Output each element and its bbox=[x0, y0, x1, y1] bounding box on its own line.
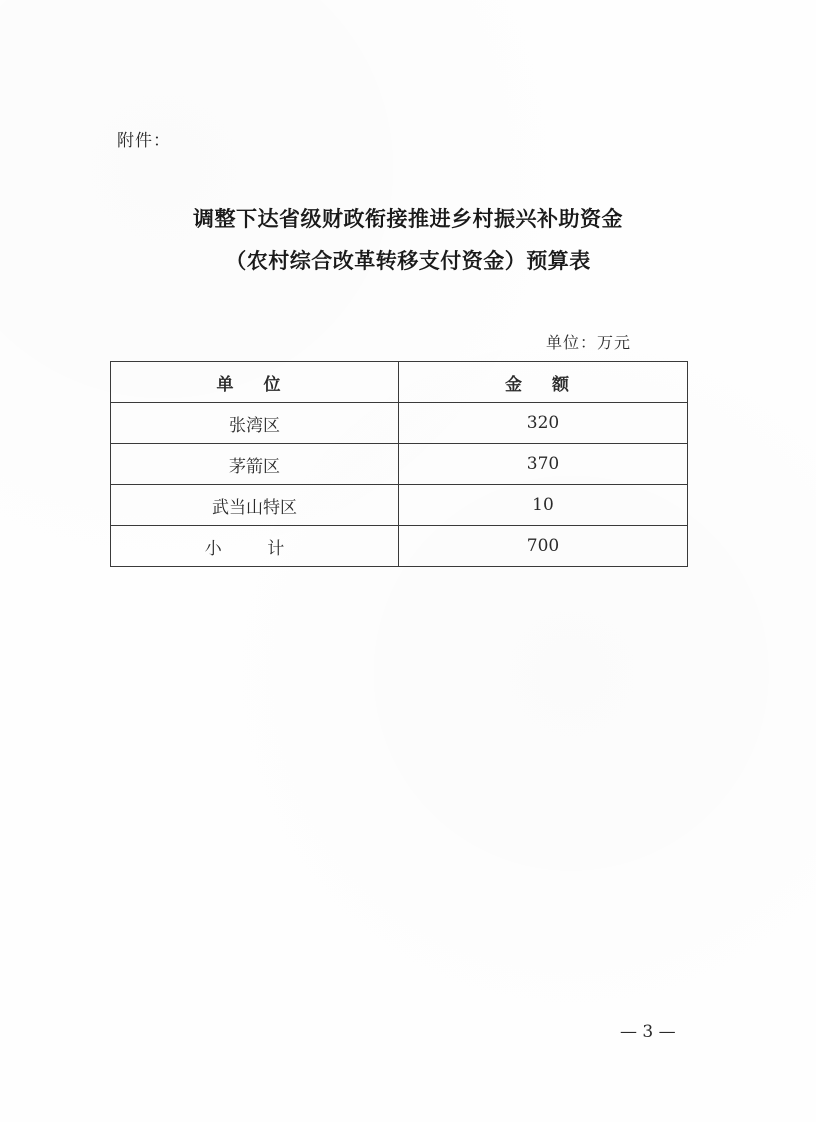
table-row-subtotal bbox=[111, 526, 688, 567]
cell-subtotal-amount: 700 bbox=[399, 526, 688, 567]
header-unit: 单 位 bbox=[111, 362, 399, 403]
cell-amount: 10 bbox=[399, 485, 688, 526]
cell-unit: 张湾区 bbox=[111, 403, 399, 444]
table-header-row bbox=[111, 362, 688, 403]
table-row bbox=[111, 444, 688, 485]
page-number: — 3 — bbox=[620, 1022, 676, 1042]
cell-amount: 370 bbox=[399, 444, 688, 485]
cell-unit: 茅箭区 bbox=[111, 444, 399, 485]
table-row bbox=[111, 403, 688, 444]
header-amount: 金 额 bbox=[399, 362, 688, 403]
document-title-line-1: 调整下达省级财政衔接推进乡村振兴补助资金 bbox=[193, 206, 623, 231]
table-row bbox=[111, 485, 688, 526]
cell-unit: 武当山特区 bbox=[111, 485, 399, 526]
unit-label: 单位：万元 bbox=[546, 333, 632, 352]
cell-amount: 320 bbox=[399, 403, 688, 444]
cell-subtotal-label: 小 计 bbox=[111, 526, 399, 567]
document-title-line-2: （农村综合改革转移支付资金）预算表 bbox=[225, 248, 591, 273]
attachment-label: 附件： bbox=[117, 131, 171, 151]
budget-table bbox=[110, 361, 688, 567]
